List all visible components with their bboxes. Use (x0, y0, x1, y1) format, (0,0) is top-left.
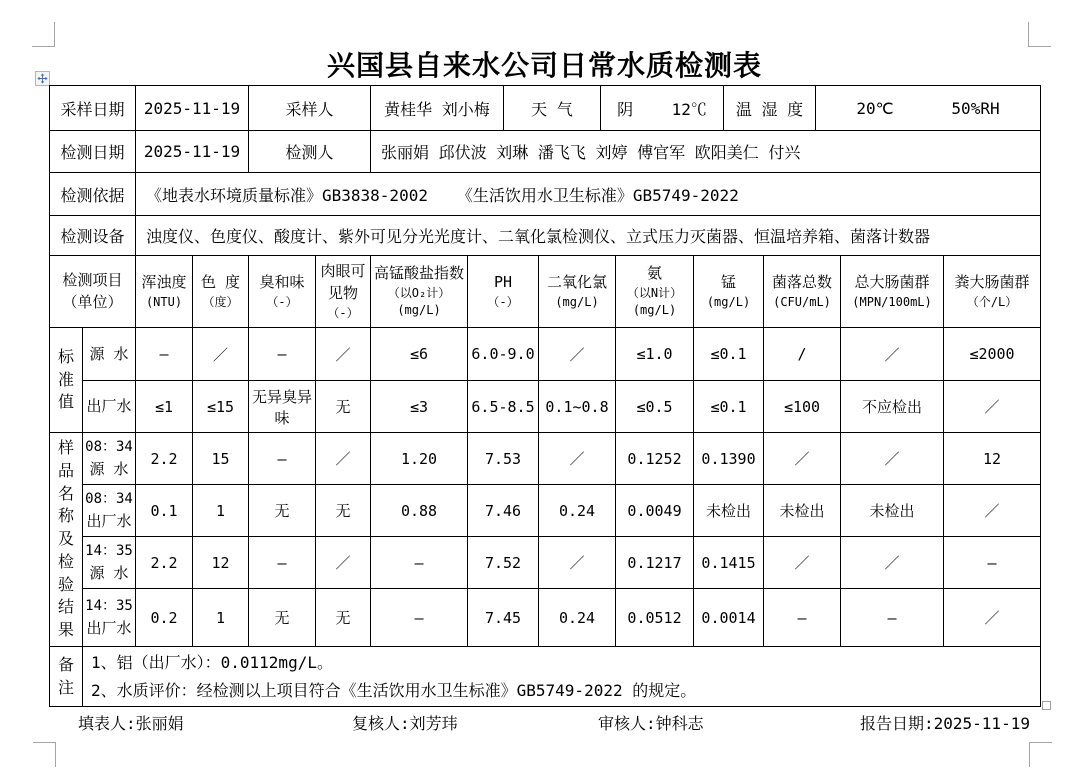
result-cell: — (249, 433, 316, 485)
table-move-handle[interactable] (35, 71, 50, 86)
result-cell: 1 (193, 485, 249, 537)
sample-type: 出厂水 (86, 511, 132, 530)
standard-cell: 无异臭异味 (249, 381, 316, 433)
column-header-odor: 臭和味 （-） (249, 256, 316, 328)
standard-cell: / (764, 328, 841, 381)
test-date-label-cell: 检测日期 (50, 131, 136, 173)
standard-cell: 6.5-8.5 (468, 381, 539, 433)
result-cell: 0.1415 (694, 537, 764, 589)
result-cell: ／ (316, 537, 371, 589)
page-margin-mark-bottom-left (33, 742, 56, 767)
standard-cell: — (136, 328, 193, 381)
table-resize-handle[interactable] (1042, 701, 1051, 710)
column-header-permanganate: 高锰酸盐指数 （以O₂计） (mg/L) (371, 256, 468, 328)
equipment-value: 浊度仪、色度仪、酸度计、紫外可见分光光度计、二氧化氯检测仪、立式压力灭菌器、恒温培养箱、菌落计数器 (136, 216, 1041, 256)
column-header-visible-matter: 肉眼可见物 （-） (316, 256, 371, 328)
standard-cell: 0.1~0.8 (539, 381, 616, 433)
info-table (49, 85, 1041, 256)
reviewer-signature: 复核人:刘芳玮 (352, 714, 458, 733)
result-cell: 1.20 (371, 433, 468, 485)
result-cell: 7.46 (468, 485, 539, 537)
standard-cell: — (249, 328, 316, 381)
result-cell: 无 (316, 589, 371, 647)
equipment-label-cell: 检测设备 (50, 216, 136, 256)
result-cell: 0.2 (136, 589, 193, 647)
sample-type: 源 水 (89, 459, 129, 478)
item-header-cell: 检测项目 （单位） (50, 256, 136, 328)
sampling-date-value: 2025-11-19 (136, 86, 249, 131)
result-cell: 0.1217 (616, 537, 694, 589)
temp-humidity-label-cell: 温 湿 度 (724, 86, 816, 131)
result-cell: — (371, 589, 468, 647)
result-cell: — (371, 537, 468, 589)
sample-group-label: 样品名称及检验结果 (50, 433, 83, 647)
result-cell: 0.1 (136, 485, 193, 537)
result-cell: — (944, 537, 1041, 589)
result-cell: ／ (316, 433, 371, 485)
sampler-label-cell: 采样人 (249, 86, 371, 131)
sample-name-cell (83, 537, 136, 589)
column-header-colony-count: 菌落总数 (CFU/mL) (764, 256, 841, 328)
result-cell: ／ (841, 433, 944, 485)
page-title: 兴国县自来水公司日常水质检测表 (326, 49, 762, 82)
sampling-date-label-cell: 采样日期 (50, 86, 136, 131)
result-cell: 0.88 (371, 485, 468, 537)
sample-type: 源 水 (89, 563, 129, 582)
result-cell: 12 (944, 433, 1041, 485)
samplers-value: 黄桂华 刘小梅 (371, 86, 504, 131)
result-cell: 0.0049 (616, 485, 694, 537)
sample-type: 出厂水 (86, 618, 132, 637)
basis-value: 《地表水环境质量标准》GB3838-2002 《生活饮用水卫生标准》GB5749-2022 (136, 173, 1041, 216)
temp-humidity-value: 20℃ 50%RH (816, 86, 1041, 131)
result-cell: 7.52 (468, 537, 539, 589)
result-cell: ／ (944, 589, 1041, 647)
standard-row-type: 源 水 (83, 328, 136, 381)
column-header-chlorine-dioxide: 二氧化氯 (mg/L) (539, 256, 616, 328)
result-cell: 1 (193, 589, 249, 647)
standard-cell: ／ (193, 328, 249, 381)
result-cell: 0.24 (539, 589, 616, 647)
standard-cell: ≤15 (193, 381, 249, 433)
report-date: 报告日期:2025-11-19 (860, 714, 1030, 733)
sample-name-cell (83, 433, 136, 485)
result-cell: ／ (539, 433, 616, 485)
move-icon (37, 73, 48, 84)
result-cell: 12 (193, 537, 249, 589)
result-cell: 7.45 (468, 589, 539, 647)
result-cell: 未检出 (764, 485, 841, 537)
sample-time: 08：34 (85, 438, 133, 455)
testers-value: 张丽娟 邱伏波 刘琳 潘飞飞 刘婷 傅官军 欧阳美仁 付兴 (371, 131, 1041, 173)
result-cell: 7.53 (468, 433, 539, 485)
document-body (49, 85, 1040, 707)
basis-label-cell: 检测依据 (50, 173, 136, 216)
standard-cell: ／ (841, 328, 944, 381)
auditor-signature: 审核人:钟科志 (598, 714, 704, 733)
result-cell: 0.0014 (694, 589, 764, 647)
result-cell: ／ (944, 485, 1041, 537)
result-cell: ／ (764, 537, 841, 589)
standard-cell: ／ (539, 328, 616, 381)
result-cell: ／ (539, 537, 616, 589)
column-header-color: 色 度 （度） (193, 256, 249, 328)
remark-content-cell (83, 647, 1041, 707)
standard-cell: ≤6 (371, 328, 468, 381)
standard-cell: ≤3 (371, 381, 468, 433)
standard-cell: ≤1 (136, 381, 193, 433)
standard-cell: 6.0-9.0 (468, 328, 539, 381)
result-cell: 15 (193, 433, 249, 485)
standard-cell: 不应检出 (841, 381, 944, 433)
result-cell: 2.2 (136, 433, 193, 485)
result-cell: 无 (316, 485, 371, 537)
result-cell: 0.0512 (616, 589, 694, 647)
standard-cell: ≤0.1 (694, 381, 764, 433)
standard-cell: ≤100 (764, 381, 841, 433)
remark-line-2: 2、水质评价：经检测以上项目符合《生活饮用水卫生标准》GB5749-2022 的规定。 (91, 680, 697, 700)
column-header-fecal-coliform: 粪大肠菌群 （个/L） (944, 256, 1041, 328)
column-header-ph: PH （-） (468, 256, 539, 328)
result-cell: — (841, 589, 944, 647)
weather-value: 阴 12℃ (601, 86, 724, 131)
standard-row-type: 出厂水 (83, 381, 136, 433)
column-header-manganese: 锰 (mg/L) (694, 256, 764, 328)
column-header-total-coliform: 总大肠菌群 (MPN/100mL) (841, 256, 944, 328)
standard-cell: ≤1.0 (616, 328, 694, 381)
results-table (49, 255, 1041, 707)
column-header-turbidity: 浑浊度 (NTU) (136, 256, 193, 328)
result-cell: 无 (249, 589, 316, 647)
remark-label-cell: 备注 (50, 647, 83, 707)
weather-label-cell: 天 气 (504, 86, 601, 131)
test-date-value: 2025-11-19 (136, 131, 249, 173)
result-cell: 0.24 (539, 485, 616, 537)
result-cell: ／ (841, 537, 944, 589)
sample-name-cell (83, 485, 136, 537)
result-cell: 0.1252 (616, 433, 694, 485)
standard-cell: ／ (316, 328, 371, 381)
page-margin-mark-bottom-right (1029, 742, 1052, 767)
sample-time: 14：35 (85, 597, 133, 614)
standard-cell: ≤0.5 (616, 381, 694, 433)
sample-name-cell (83, 589, 136, 647)
filler-signature: 填表人:张丽娟 (78, 714, 184, 733)
column-header-ammonia: 氨 （以N计） (mg/L) (616, 256, 694, 328)
standard-cell: 无 (316, 381, 371, 433)
tester-label-cell: 检测人 (249, 131, 371, 173)
result-cell: 无 (249, 485, 316, 537)
sample-time: 14：35 (85, 542, 133, 559)
standard-cell: ／ (944, 381, 1041, 433)
standard-group-label: 标准值 (50, 328, 83, 433)
standard-cell: ≤0.1 (694, 328, 764, 381)
remark-line-1: 1、铝（出厂水）：0.0112mg/L。 (91, 653, 333, 672)
sample-time: 08：34 (85, 490, 133, 507)
result-cell: — (249, 537, 316, 589)
result-cell: 未检出 (841, 485, 944, 537)
result-cell: 2.2 (136, 537, 193, 589)
result-cell: — (764, 589, 841, 647)
result-cell: ／ (764, 433, 841, 485)
standard-cell: ≤2000 (944, 328, 1041, 381)
result-cell: 未检出 (694, 485, 764, 537)
result-cell: 0.1390 (694, 433, 764, 485)
